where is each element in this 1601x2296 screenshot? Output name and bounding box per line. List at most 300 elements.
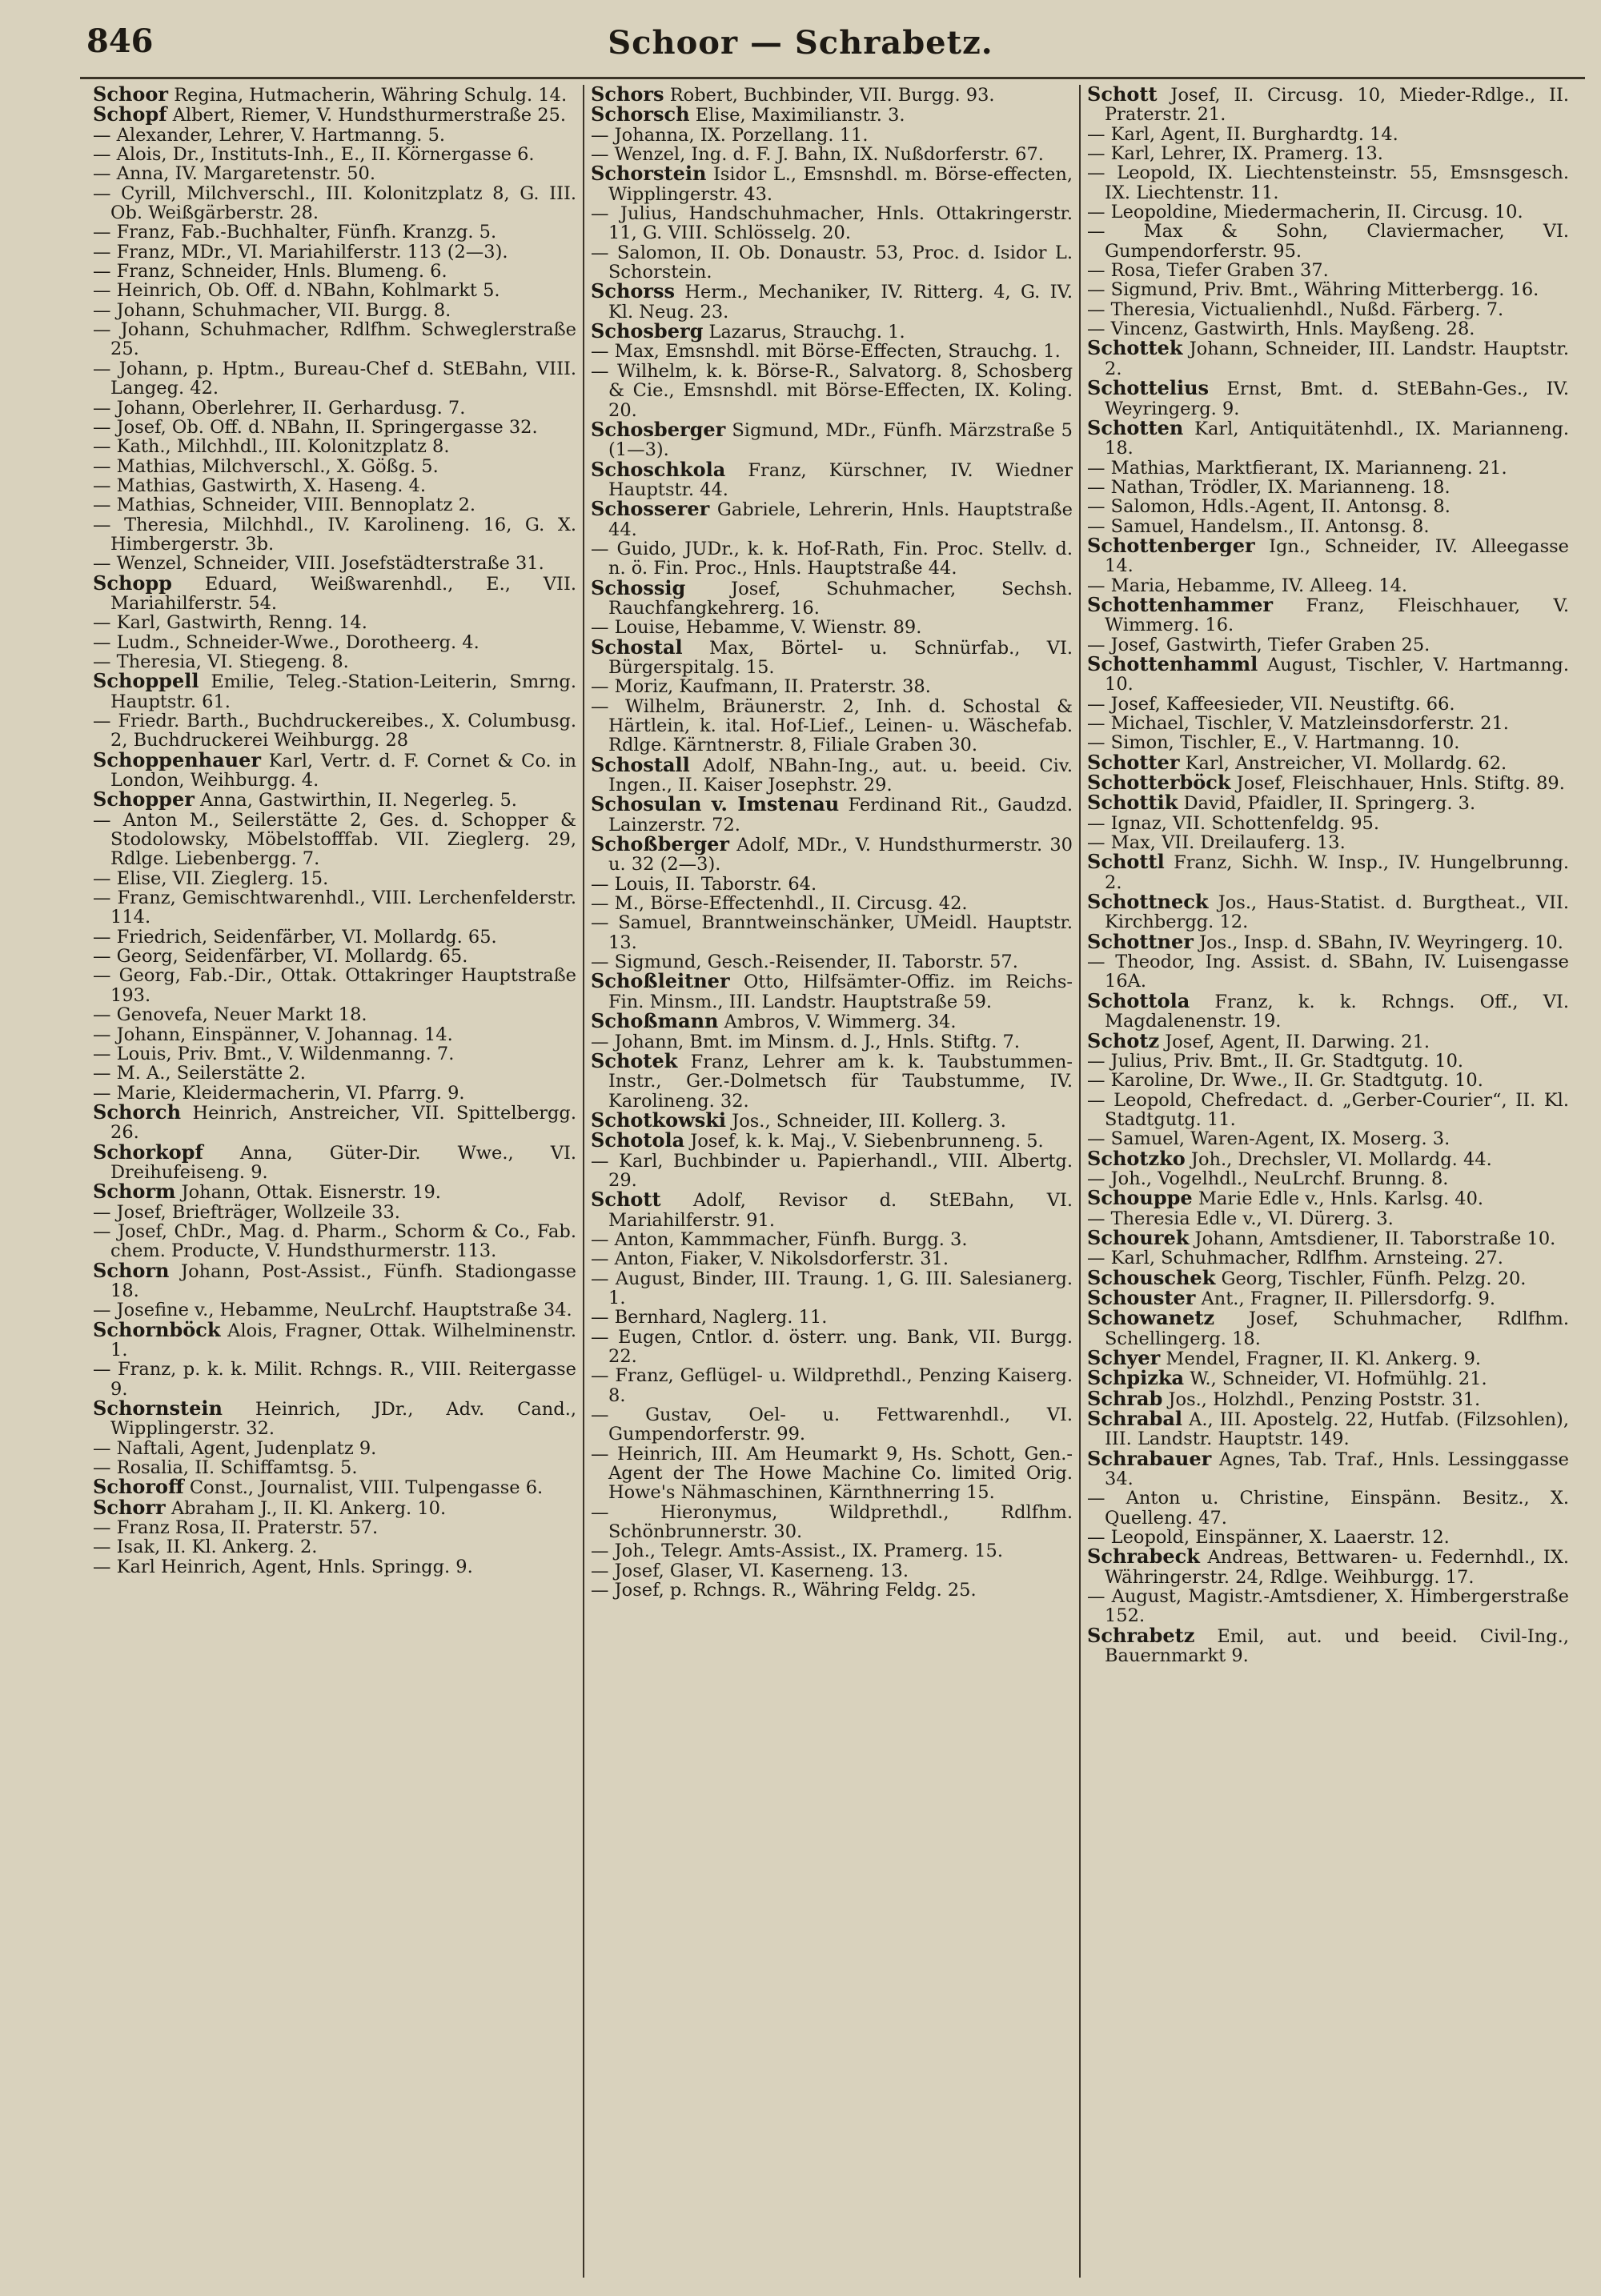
directory-entry (591, 913, 1073, 952)
column-2 (583, 85, 1079, 2278)
directory-entry (591, 677, 1073, 696)
entry-surname: Schottenhammer (1087, 592, 1273, 616)
entry-text: Karl, Antiquitätenhdl., IX. Marianneng. 18. (1105, 418, 1569, 459)
entry-text: Karl, Vertr. d. F. Cornet & Co. in London, Weihburgg. 4. (110, 750, 576, 791)
directory-entry (93, 495, 576, 515)
entry-surname: Schouschek (1087, 1265, 1216, 1289)
entry-text: Anna, Gastwirthin, II. Negerleg. 5. (194, 790, 517, 811)
entry-text: — Franz, Gemischtwarenhdl., VIII. Lerchenfelderstr. 114. (93, 888, 576, 928)
directory-entry (1087, 1028, 1569, 1052)
directory-entry (591, 1328, 1073, 1367)
page-number: 846 (86, 22, 154, 60)
directory-entry (93, 1064, 576, 1083)
entry-text: David, Pfaidler, II. Springerg. 3. (1178, 793, 1476, 815)
entry-text: Josef, Fleischhauer, Hnls. Stiftg. 89. (1230, 773, 1565, 795)
entry-text: Josef, Schuhmacher, Rdlfhm. Schellingerg. 18. (1105, 1308, 1569, 1349)
entry-text: — Josef, Gastwirth, Tiefer Graben 25. (1087, 634, 1430, 655)
entry-text: — Rosalia, II. Schiffamtsg. 5. (93, 1457, 358, 1479)
entry-text: — Friedr. Barth., Buchdruckereibes., X. Columbusg. 2, Buchdruckerei Weihburgg. 28 (93, 711, 576, 751)
directory-entry (1087, 300, 1569, 319)
entry-text: Ant., Fragner, II. Pillersdorfg. 9. (1195, 1288, 1495, 1309)
directory-entry (93, 633, 576, 652)
directory-entry (591, 1503, 1073, 1542)
entry-text: Jos., Haus-Statist. d. Burgtheat., VII. Kirchbergg. 12. (1105, 892, 1569, 933)
entry-text: — Franz, MDr., VI. Mariahilferstr. 113 (2—3). (93, 241, 508, 262)
entry-text: — Friedrich, Seidenfärber, VI. Mollardg. 65. (93, 926, 497, 948)
directory-entry (1087, 1146, 1569, 1170)
directory-entry (93, 1317, 576, 1360)
entry-surname: Schottik (1087, 791, 1178, 815)
entry-text: — Karl, Gastwirth, Renng. 14. (93, 612, 367, 634)
directory-entry (1087, 280, 1569, 299)
directory-entry (591, 102, 1073, 126)
entry-surname: Schorr (93, 1495, 166, 1519)
entry-text: Adolf, Revisor d. StEBahn, VI. Mariahilferstr. 91. (608, 1190, 1073, 1231)
directory-entry (591, 1561, 1073, 1581)
entry-text: Isidor L., Emsnshdl. m. Börse-effecten, Wipplingerstr. 43. (608, 164, 1073, 205)
entry-text: — Anton, Kammmacher, Fünfh. Burgg. 3. (591, 1228, 968, 1250)
entry-text: — Ignaz, VII. Schottenfeldg. 95. (1087, 812, 1380, 834)
entry-text: Regina, Hutmacherin, Währing Schulg. 14. (168, 85, 568, 106)
entry-surname: Schosserer (591, 497, 710, 521)
directory-entry (1087, 261, 1569, 280)
directory-entry (591, 539, 1073, 579)
directory-entry (591, 204, 1073, 243)
entry-surname: Schrabauer (1087, 1446, 1212, 1470)
entry-text: Alois, Fragner, Ottak. Wilhelminenstr. 1. (110, 1320, 576, 1360)
entry-text: — Johann, Einspänner, V. Johannag. 14. (93, 1024, 453, 1045)
entry-surname: Schott (1087, 85, 1158, 106)
entry-surname: Schorm (93, 1180, 176, 1204)
entry-text: Heinrich, Anstreicher, VII. Spittelbergg. 26. (110, 1102, 576, 1144)
directory-entry (1087, 478, 1569, 497)
entry-text: — Johann, Oberlehrer, II. Gerhardusg. 7. (93, 397, 466, 419)
entry-text: Sigmund, MDr., Fünfh. Märzstraße 5 (1—3). (608, 419, 1073, 461)
entry-text: Karl, Anstreicher, VI. Mollardg. 62. (1179, 752, 1507, 774)
page-title: Schoor — Schrabetz. (608, 24, 993, 62)
directory-entry (591, 1009, 1073, 1033)
directory-entry (1087, 814, 1569, 833)
entry-text: — Rosa, Tiefer Graben 37. (1087, 260, 1329, 282)
entry-text: Agnes, Tab. Traf., Hnls. Lessinggasse 34. (1105, 1449, 1569, 1490)
column-3 (1079, 85, 1575, 2278)
entry-text: Franz, k. k. Rchngs. Off., VI. Magdalenenstr. 19. (1105, 991, 1569, 1032)
directory-entry (1087, 497, 1569, 516)
entry-text: Georg, Tischler, Fünfh. Pelzg. 20. (1215, 1268, 1527, 1289)
directory-entry (1087, 1052, 1569, 1071)
entry-surname: Schorss (591, 279, 676, 303)
entry-surname: Schottl (1087, 850, 1165, 874)
entry-text: Franz, Fleischhauer, V. Wimmerg. 16. (1105, 595, 1569, 636)
directory-entry (591, 1366, 1073, 1405)
directory-entry (93, 320, 576, 359)
directory-entry (1087, 1225, 1569, 1249)
entry-text: — Kath., Milchhdl., III. Kolonitzplatz 8. (93, 436, 450, 458)
directory-entry (1087, 892, 1569, 932)
entry-text: — Moriz, Kaufmann, II. Praterstr. 38. (591, 676, 931, 698)
directory-entry (591, 1308, 1073, 1327)
directory-entry (1087, 222, 1569, 261)
directory-entry (591, 1249, 1073, 1268)
entry-text: Josef, Agent, II. Darwing. 21. (1159, 1031, 1430, 1052)
entry-text: — Mathias, Milchverschl., X. Gößg. 5. (93, 455, 439, 477)
directory-entry (1087, 459, 1569, 478)
directory-entry (93, 457, 576, 476)
directory-entry (1087, 592, 1569, 636)
entry-surname: Schotola (591, 1128, 685, 1152)
entry-text: — Samuel, Handelsm., II. Antonsg. 8. (1087, 515, 1430, 537)
entry-text: — Simon, Tischler, E., V. Hartmanng. 10. (1087, 732, 1460, 754)
entry-text: Johann, Amtsdiener, II. Taborstraße 10. (1189, 1228, 1556, 1249)
entry-text: — Mathias, Gastwirth, X. Haseng. 4. (93, 475, 427, 496)
entry-text: — Gustav, Oel- u. Fettwarenhdl., VI. Gumpendorferstr. 99. (591, 1404, 1073, 1445)
entry-text: — Karoline, Dr. Wwe., II. Gr. Stadtgutg. 10. (1087, 1070, 1483, 1092)
entry-text: Johann, Post-Assist., Fünfh. Stadiongasse 18. (110, 1260, 576, 1301)
entry-text: — Theresia, Victualienhdl., Nußd. Färberg. 7. (1087, 299, 1504, 320)
directory-entry (1087, 929, 1569, 953)
entry-text: — Mathias, Marktfierant, IX. Marianneng. 21. (1087, 457, 1507, 479)
directory-entry (1087, 533, 1569, 577)
entry-text: Franz, Lehrer am k. k. Taubstummen-Instr., Ger.-Dolmetsch für Taubstumme, IV. Karolineng. 32. (608, 1051, 1073, 1112)
entry-surname: Schoppell (93, 669, 199, 693)
entry-text: Ferdinand Rit., Gaudzd. Lainzerstr. 72. (608, 795, 1073, 835)
entry-surname: Schorn (93, 1258, 170, 1282)
entry-text: — Hieronymus, Wildprethdl., Rdlfhm. Schönbrunnerstr. 30. (591, 1501, 1073, 1543)
entry-text: — Sigmund, Gesch.-Reisender, II. Taborstr. 57. (591, 952, 1018, 973)
entry-surname: Schottek (1087, 336, 1183, 360)
entry-surname: Schopper (93, 787, 195, 811)
directory-entry (591, 969, 1073, 1012)
entry-text: Marie Edle v., Hnls. Karlsg. 40. (1192, 1188, 1484, 1210)
directory-entry (1087, 336, 1569, 379)
entry-text: Emilie, Teleg.-Station-Leiterin, Smrng. Hauptstr. 61. (110, 671, 576, 712)
directory-entry (93, 1140, 576, 1183)
entry-surname: Schotkowski (591, 1108, 727, 1132)
entry-text: — Josef, ChDr., Mag. d. Pharm., Schorm & Co., Fab. chem. Producte, V. Hundsthurmerstr. 113. (93, 1220, 576, 1262)
entry-text: Max, Börtel- u. Schnürfab., VI. Bürgerspitalg. 15. (608, 637, 1073, 678)
directory-entry (591, 342, 1073, 361)
entry-text: — Max, Emsnshdl. mit Börse-Effecten, Strauchg. 1. (591, 341, 1061, 363)
entry-text: — Eugen, Cntlor. d. österr. ung. Bank, VII. Burgg. 22. (591, 1326, 1073, 1367)
entry-text: Jos., Insp. d. SBahn, IV. Weyringerg. 10. (1193, 932, 1563, 953)
directory-entry (591, 499, 1073, 539)
entry-text: — Franz, Fab.-Buchhalter, Fünfh. Kranzg. 5. (93, 222, 497, 243)
columns (86, 85, 1583, 2278)
entry-text: Otto, Hilfsämter-Offiz. im Reichs-Fin. Minsm., III. Landstr. Hauptstraße 59. (608, 972, 1073, 1012)
entry-text: Ign., Schneider, IV. Alleegasse 14. (1105, 535, 1569, 577)
entry-text: Ernst, Bmt. d. StEBahn-Ges., IV. Weyringerg. 9. (1105, 379, 1569, 419)
entry-text: Mendel, Fragner, II. Kl. Ankerg. 9. (1160, 1348, 1482, 1369)
directory-entry (591, 894, 1073, 913)
entry-surname: Schouppe (1087, 1186, 1193, 1210)
entry-surname: Schors (591, 85, 664, 106)
entry-surname: Schrab (1087, 1386, 1163, 1410)
directory-entry (93, 811, 576, 869)
directory-entry (93, 966, 576, 1005)
directory-entry (93, 869, 576, 888)
entry-text: Adolf, NBahn-Ing., aut. u. beeid. Civ. Ingen., II. Kaiser Josephstr. 29. (608, 755, 1073, 796)
entry-surname: Schosberger (591, 417, 726, 441)
entry-surname: Schpizka (1087, 1366, 1185, 1390)
entry-text: — Max & Sohn, Claviermacher, VI. Gumpendorferstr. 95. (1087, 221, 1569, 262)
entry-text: — Johanna, IX. Porzellang. 11. (591, 124, 869, 146)
entry-text: — Franz Rosa, II. Praterstr. 57. (93, 1517, 379, 1539)
entry-text: W., Schneider, VI. Hofmühlg. 21. (1184, 1368, 1487, 1390)
entry-text: — Leopold, Einspänner, X. Laaerstr. 12. (1087, 1527, 1450, 1549)
directory-entry (1087, 125, 1569, 144)
entry-text: — Georg, Seidenfärber, VI. Mollardg. 65. (93, 946, 468, 968)
entry-surname: Schotek (591, 1048, 678, 1072)
directory-entry (93, 301, 576, 320)
directory-entry (1087, 163, 1569, 202)
entry-surname: Schornstein (93, 1396, 223, 1420)
entry-surname: Schosberg (591, 319, 704, 343)
entry-text: Franz, Sichh. W. Insp., IV. Hungelbrunng. 2. (1105, 852, 1569, 893)
directory-entry (1087, 376, 1569, 419)
entry-surname: Schrabeck (1087, 1545, 1200, 1569)
directory-entry (93, 1005, 576, 1024)
directory-entry (93, 1258, 576, 1301)
directory-entry (93, 1044, 576, 1064)
entry-text: — M., Börse-Effectenhdl., II. Circusg. 42. (591, 893, 968, 915)
entry-text: Const., Journalist, VIII. Tulpengasse 6. (183, 1477, 544, 1499)
directory-entry (591, 417, 1073, 461)
entry-text: — Josef, Briefträger, Wollzeile 33. (93, 1201, 400, 1223)
directory-entry (93, 787, 576, 811)
entry-text: — Leopold, IX. Liechtensteinstr. 55, Emsnsgesch. IX. Liechtenstr. 11. (1087, 162, 1569, 203)
directory-entry (591, 1581, 1073, 1600)
entry-text: — August, Magistr.-Amtsdiener, X. Himbergerstraße 152. (1087, 1586, 1569, 1627)
entry-text: Johann, Schneider, III. Landstr. Hauptstr. 2. (1105, 339, 1569, 379)
entry-surname: Schott (591, 1188, 661, 1212)
directory-entry (591, 164, 1073, 204)
directory-entry (93, 359, 576, 399)
directory-entry (93, 184, 576, 223)
entry-text: — Anton M., Seilerstätte 2, Ges. d. Schopper & Stodolowsky, Möbelstofffab. VII. Zieglerg. 29, Rdlge. Liebenbergg. 7. (93, 809, 576, 870)
entry-text: — Johann, p. Hptm., Bureau-Chef d. StEBahn, VIII. Langeg. 42. (93, 358, 576, 399)
directory-entry (1087, 1308, 1569, 1348)
entry-surname: Schoßmann (591, 1009, 719, 1033)
entry-text: — Naftali, Agent, Judenplatz 9. (93, 1437, 377, 1459)
entry-surname: Schoppenhauer (93, 747, 262, 771)
entry-text: Adolf, MDr., V. Hundsthurmerstr. 30 u. 32 (2—3). (608, 835, 1073, 876)
entry-surname: Schotzko (1087, 1146, 1186, 1170)
directory-entry (1087, 1547, 1569, 1587)
entry-surname: Schottenberger (1087, 533, 1255, 557)
directory-entry (93, 164, 576, 183)
entry-text: — Michael, Tischler, V. Matzleinsdorferstr. 21. (1087, 713, 1509, 734)
entry-text: — Alexander, Lehrer, V. Hartmanng. 5. (93, 124, 446, 146)
directory-entry (1087, 1489, 1569, 1528)
entry-text: — Johann, Schuhmacher, Rdlfhm. Schweglerstraße 25. (93, 319, 576, 360)
directory-entry (1087, 1071, 1569, 1090)
directory-entry (591, 875, 1073, 894)
entry-text: — Maria, Hebamme, IV. Alleeg. 14. (1087, 575, 1408, 596)
entry-text: Emil, aut. und beeid. Civil-Ing., Bauernmarkt 9. (1105, 1625, 1569, 1667)
directory-entry (93, 613, 576, 632)
entry-text: — Anna, IV. Margaretenstr. 50. (93, 163, 376, 185)
entry-text: — Louis, Priv. Bmt., V. Wildenmanng. 7. (93, 1043, 455, 1064)
entry-text: — Theresia, VI. Stiegeng. 8. (93, 651, 349, 672)
directory-entry (1087, 144, 1569, 163)
directory-entry (93, 928, 576, 947)
directory-entry (93, 1182, 576, 1202)
entry-text: — Alois, Dr., Instituts-Inh., E., II. Körnergasse 6. (93, 144, 535, 166)
directory-entry (1087, 695, 1569, 714)
entry-text: Anna, Güter-Dir. Wwe., VI. Dreihufeiseng. 9. (110, 1142, 576, 1183)
directory-entry (93, 1100, 576, 1144)
directory-entry (591, 126, 1073, 145)
entry-text: Abraham J., II. Kl. Ankerg. 10. (165, 1497, 447, 1519)
entry-text: — Johann, Schuhmacher, VII. Burgg. 8. (93, 299, 451, 321)
entry-text: — Johann, Bmt. im Minsm. d. J., Hnls. Stiftg. 7. (591, 1031, 1021, 1052)
entry-text: — Franz, Geflügel- u. Wildprethdl., Penzing Kaiserg. 8. (591, 1365, 1073, 1406)
entry-text: — Leopold, Chefredact. d. „Gerber-Courier“, II. Kl. Stadtgutg. 11. (1087, 1089, 1569, 1130)
directory-entry (591, 1445, 1073, 1503)
directory-entry (591, 1190, 1073, 1230)
directory-entry (591, 832, 1073, 876)
entry-text: — Sigmund, Priv. Bmt., Währing Mitterbergg. 16. (1087, 279, 1539, 301)
directory-entry (93, 947, 576, 966)
entry-text: Jos., Holzhdl., Penzing Poststr. 31. (1162, 1388, 1481, 1410)
directory-entry (1087, 1587, 1569, 1626)
entry-text: — Marie, Kleidermacherin, VI. Pfarrg. 9. (93, 1082, 465, 1104)
entry-text: August, Tischler, V. Hartmanng. 10. (1105, 654, 1569, 695)
directory-entry (93, 102, 576, 126)
entry-surname: Schostall (591, 752, 690, 776)
directory-entry (591, 752, 1073, 796)
entry-surname: Schottneck (1087, 890, 1209, 914)
directory-entry (93, 1557, 576, 1577)
entry-text: — Max, VII. Dreilauferg. 13. (1087, 832, 1346, 854)
entry-surname: Schotterböck (1087, 771, 1231, 795)
entry-text: — Theodor, Ing. Assist. d. SBahn, IV. Luisengasse 16A. (1087, 952, 1569, 992)
entry-text: — Heinrich, III. Am Heumarkt 9, Hs. Schott, Gen.-Agent der The Howe Machine Co. limited Orig. Howe's Nähmaschinen, Kärnthnerring 15. (591, 1443, 1073, 1504)
directory-entry (591, 1269, 1073, 1308)
directory-entry (1087, 1188, 1569, 1208)
entry-text: — Karl, Buchbinder u. Papierhandl., VIII. Albertg. 29. (591, 1150, 1073, 1191)
entry-surname: Schosulan v. Imstenau (591, 792, 840, 816)
entry-text: Albert, Riemer, V. Hundsthurmerstraße 25. (167, 105, 567, 126)
directory-entry (93, 1025, 576, 1044)
entry-surname: Schornböck (93, 1317, 221, 1341)
directory-entry (93, 222, 576, 242)
entry-text: — Theresia, Milchhdl., IV. Karolineng. 16, G. X. Himbergerstr. 3b. (93, 514, 576, 555)
entry-text: — Julius, Handschuhmacher, Hnls. Ottakringerstr. 11, G. VIII. Schlösselg. 20. (591, 203, 1073, 244)
entry-text: — Wilhelm, Bräunerstr. 2, Inh. d. Schostal & Härtlein, k. ital. Hof-Lief., Leinen- u. Wäschefab. Rdlge. Kärntnerstr. 8, Filiale Graben 30. (591, 695, 1073, 756)
directory-entry (1087, 415, 1569, 459)
directory-entry (93, 145, 576, 164)
entry-text: — Karl, Agent, II. Burghardtg. 14. (1087, 123, 1398, 145)
entry-surname: Schorch (93, 1100, 182, 1124)
directory-entry (591, 319, 1073, 343)
entry-text: — Georg, Fab.-Dir., Ottak. Ottakringer Hauptstraße 193. (93, 965, 576, 1006)
directory-entry (1087, 1091, 1569, 1130)
entry-text: — Louis, II. Taborstr. 64. (591, 873, 817, 895)
entry-text: — Salomon, II. Ob. Donaustr. 53, Proc. d. Isidor L. Schorstein. (591, 242, 1073, 283)
entry-text: A., III. Apostelg. 22, Hutfab. (Filzsohlen), III. Landstr. Hauptstr. 149. (1105, 1409, 1569, 1450)
directory-entry (93, 671, 576, 711)
entry-text: — Julius, Priv. Bmt., II. Gr. Stadtgutg. 10. (1087, 1050, 1464, 1072)
entry-text: — Wenzel, Ing. d. F. J. Bahn, IX. Nußdorferstr. 67. (591, 144, 1044, 166)
entry-surname: Schotz (1087, 1028, 1160, 1052)
entry-text: — Cyrill, Milchverschl., III. Kolonitzplatz 8, G. III. Ob. Weißgärberstr. 28. (93, 182, 576, 224)
entry-text: — August, Binder, III. Traung. 1, G. III. Salesianerg. 1. (591, 1268, 1073, 1308)
entry-surname: Schorkopf (93, 1140, 203, 1164)
entry-text: — Franz, Schneider, Hnls. Blumeng. 6. (93, 261, 447, 282)
entry-text: Josef, k. k. Maj., V. Siebenbrunneng. 5. (684, 1131, 1044, 1152)
directory-entry (93, 1537, 576, 1557)
entry-surname: Schottenhamml (1087, 651, 1258, 675)
directory-entry (591, 457, 1073, 500)
directory-entry (93, 437, 576, 456)
entry-text: — Guido, JUDr., k. k. Hof-Rath, Fin. Proc. Stellv. d. n. ö. Fin. Proc., Hnls. Hauptstraße 44. (591, 538, 1073, 579)
directory-entry (1087, 1409, 1569, 1449)
entry-text: — Anton, Fiaker, V. Nikolsdorferstr. 31. (591, 1248, 949, 1270)
directory-entry (93, 262, 576, 281)
directory-entry (1087, 852, 1569, 892)
entry-text: — Elise, VII. Zieglerg. 15. (93, 868, 329, 889)
entry-surname: Schossig (591, 575, 686, 599)
entry-text: — Bernhard, Naglerg. 11. (591, 1307, 828, 1328)
entry-text: — Heinrich, Ob. Off. d. NBahn, Kohlmarkt 5. (93, 280, 500, 302)
entry-surname: Schotter (1087, 750, 1180, 774)
directory-entry (93, 476, 576, 495)
directory-entry (93, 1222, 576, 1261)
directory-entry (93, 399, 576, 418)
column-1 (86, 85, 583, 2278)
entry-text: — Salomon, Hdls.-Agent, II. Antonsg. 8. (1087, 496, 1451, 518)
directory-entry (93, 1439, 576, 1458)
entry-text: Johann, Ottak. Eisnerstr. 19. (175, 1182, 441, 1204)
directory-entry (591, 1541, 1073, 1561)
directory-entry (591, 697, 1073, 755)
header-rule (80, 77, 1585, 79)
entry-text: Joh., Drechsler, VI. Mollardg. 44. (1185, 1148, 1492, 1170)
entry-surname: Schottola (1087, 988, 1190, 1012)
entry-surname: Schoroff (93, 1475, 184, 1499)
entry-surname: Schopp (93, 571, 172, 595)
entry-text: Josef, Schuhmacher, Sechsh. Rauchfangkehrerg. 16. (608, 578, 1073, 619)
entry-text: Josef, II. Circusg. 10, Mieder-Rdlge., II. Praterstr. 21. (1105, 85, 1569, 126)
entry-surname: Schotten (1087, 415, 1184, 439)
entry-text: — M. A., Seilerstätte 2. (93, 1063, 306, 1084)
entry-text: — Theresia Edle v., VI. Dürerg. 3. (1087, 1208, 1394, 1229)
entry-surname: Schorsch (591, 102, 690, 126)
directory-entry (93, 515, 576, 555)
entry-surname: Schostal (591, 635, 683, 659)
entry-text: Robert, Buchbinder, VII. Burgg. 93. (664, 85, 995, 106)
entry-text: — Josef, Ob. Off. d. NBahn, II. Springergasse 32. (93, 416, 538, 438)
directory-entry (1087, 651, 1569, 695)
directory-entry (93, 747, 576, 791)
entry-text: — Karl, Schuhmacher, Rdlfhm. Arnsteing. 27. (1087, 1248, 1503, 1269)
directory-entry (93, 711, 576, 751)
entry-text: Gabriele, Lehrerin, Hnls. Hauptstraße 44. (608, 499, 1073, 540)
directory-entry (93, 1396, 576, 1440)
entry-text: — Josef, p. Rchngs. R., Währing Feldg. 25. (591, 1580, 977, 1601)
directory-entry (591, 575, 1073, 619)
directory-entry (1087, 714, 1569, 733)
entry-text: — Joh., Telegr. Amts-Assist., IX. Pramerg. 15. (591, 1541, 1004, 1562)
directory-entry (591, 243, 1073, 282)
entry-text: — Ludm., Schneider-Wwe., Dorotheerg. 4. (93, 631, 479, 653)
directory-entry (591, 1048, 1073, 1112)
directory-entry (1087, 1623, 1569, 1667)
entry-surname: Schoor (93, 85, 169, 106)
entry-text: Eduard, Weißwarenhdl., E., VII. Mariahilferstr. 54. (110, 573, 576, 614)
directory-entry (591, 279, 1073, 323)
